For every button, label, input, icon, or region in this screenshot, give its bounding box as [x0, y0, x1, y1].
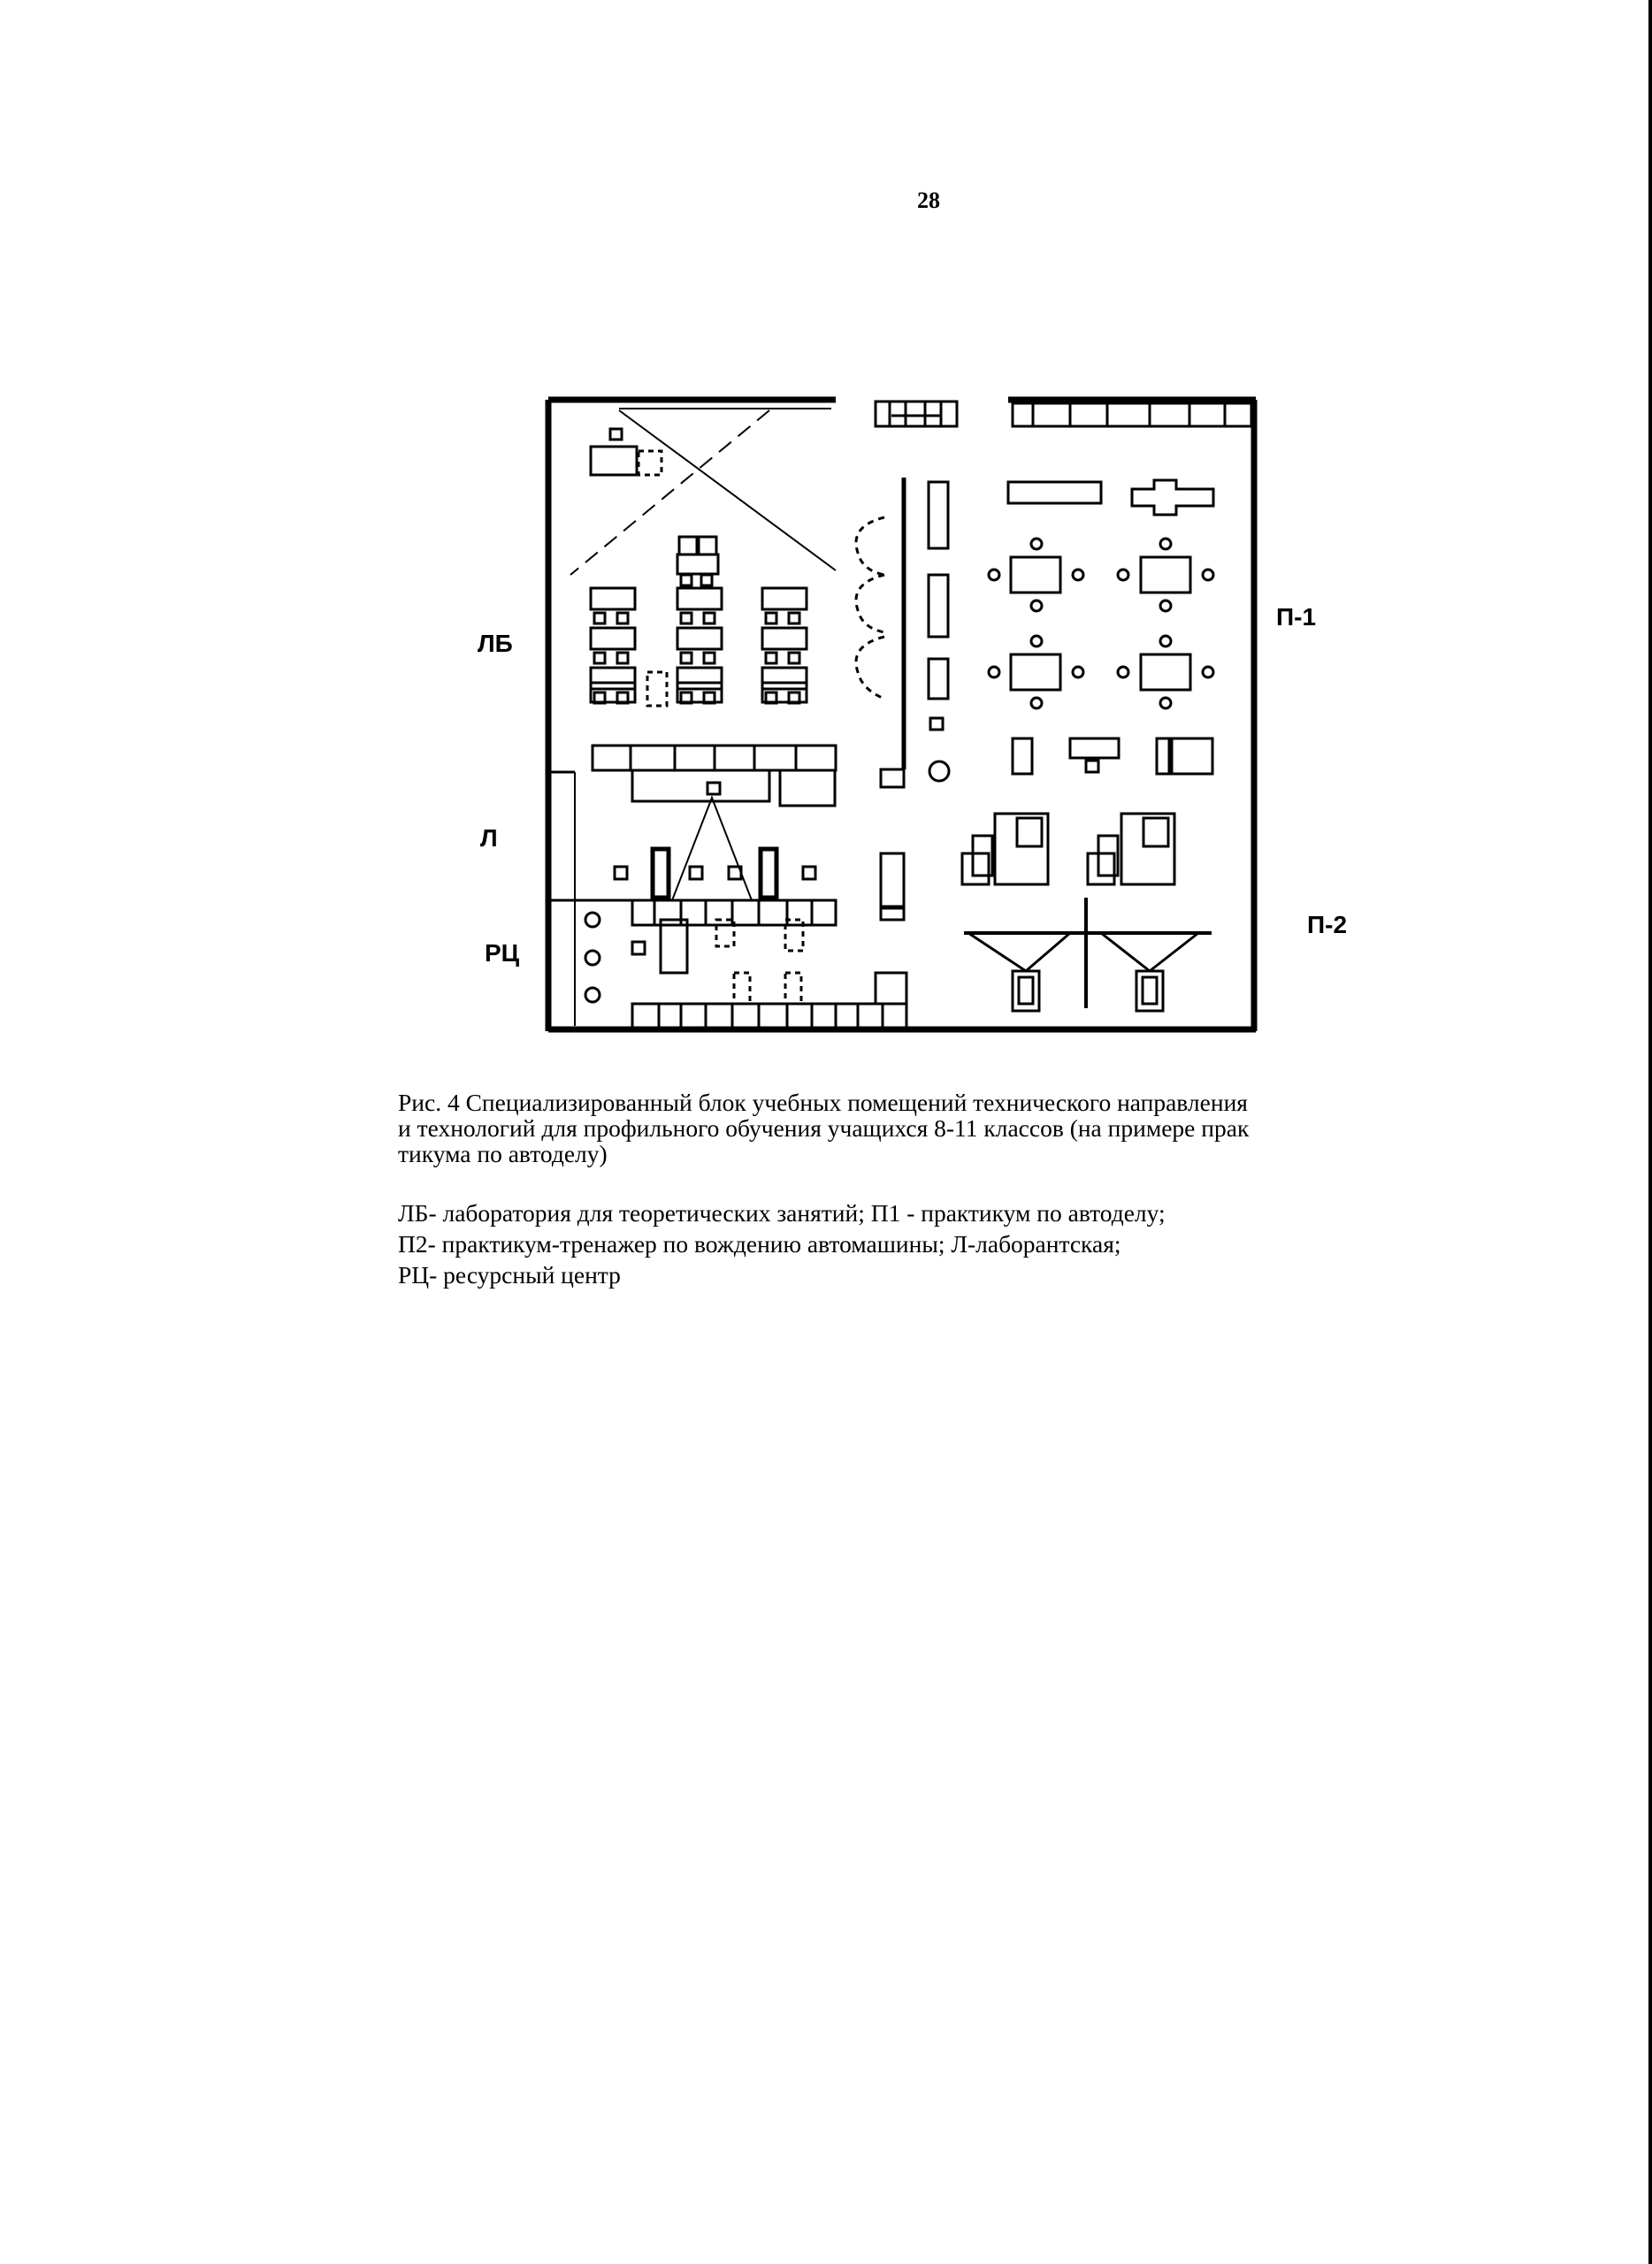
workshop-tables	[989, 480, 1213, 774]
top-right-cabinets	[1013, 403, 1251, 426]
legend-line-2: П2- практикум-тренажер по вождению автомашины; Л-лаборантская;	[398, 1230, 1121, 1258]
label-lb: ЛБ	[478, 630, 513, 657]
figure-caption	[398, 1090, 1415, 1166]
label-p2: П-2	[1307, 911, 1348, 938]
caption-line-2: и технологий для профильного обучения учащихся 8-11 классов (на примере прак	[398, 1114, 1250, 1142]
label-rc: РЦ	[485, 939, 520, 967]
label-l: Л	[480, 824, 498, 852]
top-door-block	[876, 402, 957, 426]
floor-plan	[0, 0, 1652, 1044]
lab-room	[548, 746, 904, 920]
resource-center	[548, 900, 906, 1028]
figure-legend	[398, 1197, 1415, 1290]
label-p1: П-1	[1276, 603, 1317, 631]
projection-lines	[570, 410, 836, 575]
partition-wall	[856, 478, 949, 787]
legend-line-3: РЦ- ресурсный центр	[398, 1261, 621, 1289]
caption-line-1: Рис. 4 Специализированный блок учебных помещений технического направления	[398, 1089, 1248, 1116]
student-desks	[591, 537, 807, 706]
page-number: 28	[917, 187, 940, 213]
caption-line-3: тикума по автоделу)	[398, 1140, 608, 1167]
legend-line-1: ЛБ- лаборатория для теоретических занятий; П1 - практикум по автоделу;	[398, 1199, 1166, 1227]
driving-simulators	[962, 814, 1212, 1011]
